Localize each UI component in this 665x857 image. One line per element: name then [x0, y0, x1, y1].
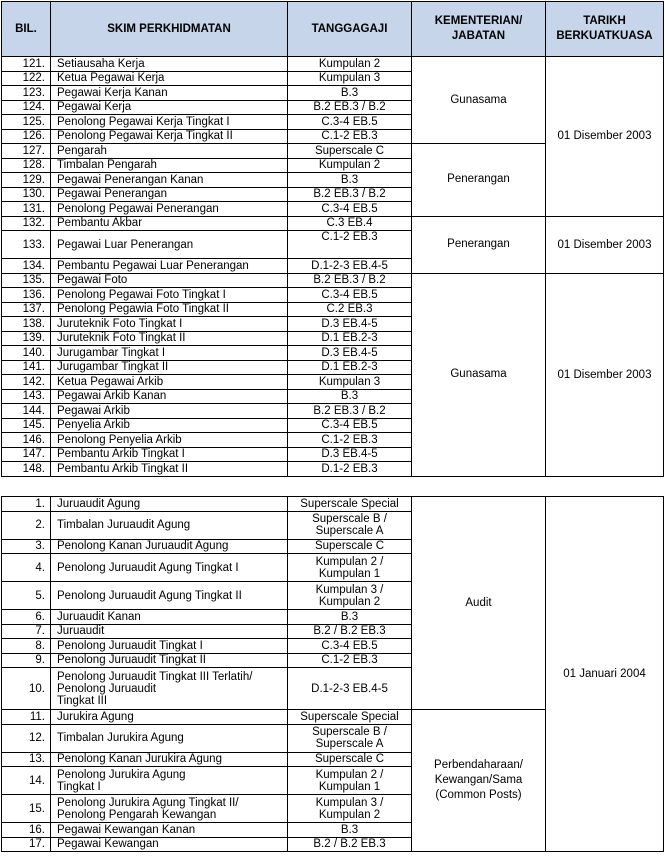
row-gaji: B.2 / B.2 EB.3	[288, 624, 412, 639]
row-gaji: B.3	[288, 610, 412, 625]
row-bil: 145.	[2, 418, 51, 433]
row-bil: 12.	[2, 724, 51, 752]
row-bil: 136.	[2, 288, 51, 303]
row-skim: Timbalan Jurukira Agung	[51, 724, 288, 752]
header-kementerian: KEMENTERIAN/ JABATAN	[412, 2, 546, 57]
row-bil: 127.	[2, 144, 51, 159]
table-row	[2, 216, 664, 231]
group-kementerian: Penerangan	[412, 144, 546, 217]
row-skim: Penolong Pegawai Penerangan	[51, 202, 288, 217]
row-gaji: B.3	[288, 823, 412, 838]
row-bil: 126.	[2, 129, 51, 144]
row-bil: 148.	[2, 462, 51, 477]
table-row	[2, 57, 664, 72]
row-skim: Pembantu Akbar	[51, 216, 288, 231]
row-skim: Penolong Pegawai Kerja Tingkat I	[51, 115, 288, 130]
table-row	[2, 497, 664, 512]
row-skim: Juruaudit	[51, 624, 288, 639]
row-skim: Penolong Juruaudit Agung Tingkat II	[51, 582, 288, 610]
row-gaji: D.1 EB.2-3	[288, 331, 412, 346]
row-gaji: Superscale C	[288, 539, 412, 554]
row-skim: Penyelia Arkib	[51, 418, 288, 433]
row-bil: 6.	[2, 610, 51, 625]
row-bil: 14.	[2, 767, 51, 795]
row-skim: Pembantu Arkib Tingkat II	[51, 462, 288, 477]
row-bil: 146.	[2, 433, 51, 448]
row-skim: Juruaudit Kanan	[51, 610, 288, 625]
row-skim: Penolong Kanan Jurukira Agung	[51, 752, 288, 767]
row-bil: 122.	[2, 71, 51, 86]
header-row	[2, 2, 664, 57]
row-skim: Penolong Jurukira Agung Tingkat II/ Penolong Pengarah Kewangan	[51, 795, 288, 823]
row-bil: 132.	[2, 216, 51, 231]
group-kementerian: Perbendaharaan/ Kewangan/Sama (Common Posts)	[412, 710, 546, 852]
row-skim: Timbalan Juruaudit Agung	[51, 511, 288, 539]
row-bil: 143.	[2, 389, 51, 404]
row-skim: Jurukira Agung	[51, 710, 288, 725]
row-gaji: C.3-4 EB.5	[288, 202, 412, 217]
row-skim: Pegawai Penerangan	[51, 187, 288, 202]
row-bil: 134.	[2, 259, 51, 274]
row-bil: 5.	[2, 582, 51, 610]
header-tanggagaji: TANGGAGAJI	[288, 2, 412, 57]
row-bil: 128.	[2, 158, 51, 173]
row-bil: 121.	[2, 57, 51, 72]
row-gaji: Kumpulan 2	[288, 57, 412, 72]
row-bil: 140.	[2, 346, 51, 361]
row-bil: 135.	[2, 273, 51, 288]
row-gaji: D.1-2-3 EB.4-5	[288, 668, 412, 710]
row-bil: 3.	[2, 539, 51, 554]
row-gaji: B.2 EB.3 / B.2	[288, 273, 412, 288]
skim-table-2	[1, 496, 664, 852]
group-tarikh: 01 Disember 2003	[546, 216, 664, 273]
row-skim: Penolong Juruaudit Agung Tingkat I	[51, 554, 288, 582]
row-bil: 144.	[2, 404, 51, 419]
row-gaji: Superscale C	[288, 752, 412, 767]
row-gaji: Superscale C	[288, 144, 412, 159]
row-gaji: C.2 EB.3	[288, 302, 412, 317]
row-bil: 125.	[2, 115, 51, 130]
row-skim: Timbalan Pengarah	[51, 158, 288, 173]
row-skim: Pegawai Kerja Kanan	[51, 86, 288, 101]
row-gaji: Superscale Special	[288, 497, 412, 512]
row-gaji: Superscale Special	[288, 710, 412, 725]
row-gaji: Superscale B / Superscale A	[288, 511, 412, 539]
group-tarikh: 01 Disember 2003	[546, 57, 664, 217]
row-skim: Penolong Juruaudit Tingkat III Terlatih/ Penolong Juruaudit Tingkat III	[51, 668, 288, 710]
header-tarikh: TARIKH BERKUATKUASA	[546, 2, 664, 57]
row-gaji: D.1-2-3 EB.4-5	[288, 259, 412, 274]
row-bil: 131.	[2, 202, 51, 217]
row-bil: 130.	[2, 187, 51, 202]
row-gaji: D.1-2 EB.3	[288, 462, 412, 477]
row-bil: 16.	[2, 823, 51, 838]
row-skim: Juruaudit Agung	[51, 497, 288, 512]
group-tarikh: 01 Disember 2003	[546, 273, 664, 476]
row-gaji: B.2 EB.3 / B.2	[288, 404, 412, 419]
row-bil: 139.	[2, 331, 51, 346]
group-tarikh: 01 Januari 2004	[546, 497, 664, 852]
row-bil: 138.	[2, 317, 51, 332]
row-skim: Jurugambar Tingkat II	[51, 360, 288, 375]
row-gaji: C.3 EB.4	[288, 216, 412, 231]
row-bil: 147.	[2, 447, 51, 462]
row-gaji: Kumpulan 2	[288, 158, 412, 173]
row-bil: 17.	[2, 837, 51, 852]
row-bil: 133.	[2, 231, 51, 259]
row-skim: Pengarah	[51, 144, 288, 159]
row-gaji: Kumpulan 3	[288, 375, 412, 390]
row-skim: Pegawai Kewangan	[51, 837, 288, 852]
row-bil: 129.	[2, 173, 51, 188]
row-skim: Penolong Pegawia Foto Tingkat II	[51, 302, 288, 317]
table-row	[2, 273, 664, 288]
row-gaji: B.3	[288, 173, 412, 188]
row-gaji: C.3-4 EB.5	[288, 639, 412, 654]
row-bil: 1.	[2, 497, 51, 512]
row-skim: Setiausaha Kerja	[51, 57, 288, 72]
row-bil: 123.	[2, 86, 51, 101]
row-gaji: D.1 EB.2-3	[288, 360, 412, 375]
row-gaji: Kumpulan 2 / Kumpulan 1	[288, 554, 412, 582]
row-bil: 124.	[2, 100, 51, 115]
row-skim: Ketua Pegawai Arkib	[51, 375, 288, 390]
row-gaji: Kumpulan 3 / Kumpulan 2	[288, 795, 412, 823]
row-skim: Penolong Juruaudit Tingkat I	[51, 639, 288, 654]
skim-table-1	[1, 1, 664, 477]
row-gaji: D.3 EB.4-5	[288, 317, 412, 332]
row-gaji: C.3-4 EB.5	[288, 115, 412, 130]
row-gaji: C.1-2 EB.3	[288, 129, 412, 144]
row-skim: Penolong Pegawai Foto Tingkat I	[51, 288, 288, 303]
row-bil: 10.	[2, 668, 51, 710]
row-gaji: Kumpulan 2 / Kumpulan 1	[288, 767, 412, 795]
row-skim: Penolong Juruaudit Tingkat II	[51, 653, 288, 668]
row-bil: 11.	[2, 710, 51, 725]
row-skim: Pegawai Arkib	[51, 404, 288, 419]
row-bil: 13.	[2, 752, 51, 767]
row-skim: Juruteknik Foto Tingkat II	[51, 331, 288, 346]
row-gaji: Kumpulan 3 / Kumpulan 2	[288, 582, 412, 610]
row-bil: 2.	[2, 511, 51, 539]
row-skim: Pegawai Kewangan Kanan	[51, 823, 288, 838]
row-gaji: D.3 EB.4-5	[288, 346, 412, 361]
row-gaji: B.2 / B.2 EB.3	[288, 837, 412, 852]
row-bil: 137.	[2, 302, 51, 317]
row-gaji: C.1-2 EB.3	[288, 231, 412, 259]
row-gaji: C.1-2 EB.3	[288, 653, 412, 668]
row-gaji: B.2 EB.3 / B.2	[288, 100, 412, 115]
group-kementerian: Gunasama	[412, 57, 546, 144]
header-skim: SKIM PERKHIDMATAN	[51, 2, 288, 57]
row-skim: Penolong Jurukira Agung Tingkat I	[51, 767, 288, 795]
row-gaji: C.1-2 EB.3	[288, 433, 412, 448]
row-gaji: D.3 EB.4-5	[288, 447, 412, 462]
row-gaji: Kumpulan 3	[288, 71, 412, 86]
row-skim: Pembantu Arkib Tingkat I	[51, 447, 288, 462]
group-kementerian: Gunasama	[412, 273, 546, 476]
row-skim: Pegawai Arkib Kanan	[51, 389, 288, 404]
row-gaji: B.3	[288, 389, 412, 404]
row-bil: 9.	[2, 653, 51, 668]
row-skim: Jurugambar Tingkat I	[51, 346, 288, 361]
row-gaji: B.2 EB.3 / B.2	[288, 187, 412, 202]
row-bil: 142.	[2, 375, 51, 390]
row-gaji: B.3	[288, 86, 412, 101]
row-skim: Pegawai Luar Penerangan	[51, 231, 288, 259]
row-skim: Penolong Pegawai Kerja Tingkat II	[51, 129, 288, 144]
row-bil: 7.	[2, 624, 51, 639]
row-skim: Pegawai Penerangan Kanan	[51, 173, 288, 188]
row-skim: Juruteknik Foto Tingkat I	[51, 317, 288, 332]
row-bil: 15.	[2, 795, 51, 823]
row-gaji: C.3-4 EB.5	[288, 418, 412, 433]
row-gaji: Superscale B / Superscale A	[288, 724, 412, 752]
row-skim: Penolong Kanan Juruaudit Agung	[51, 539, 288, 554]
group-kementerian: Audit	[412, 497, 546, 710]
row-skim: Pegawai Kerja	[51, 100, 288, 115]
row-skim: Pegawai Foto	[51, 273, 288, 288]
row-skim: Ketua Pegawai Kerja	[51, 71, 288, 86]
row-bil: 4.	[2, 554, 51, 582]
row-skim: Pembantu Pegawai Luar Penerangan	[51, 259, 288, 274]
row-gaji: C.3-4 EB.5	[288, 288, 412, 303]
row-bil: 141.	[2, 360, 51, 375]
header-bil: BIL.	[2, 2, 51, 57]
row-skim: Penolong Penyelia Arkib	[51, 433, 288, 448]
row-bil: 8.	[2, 639, 51, 654]
group-kementerian: Penerangan	[412, 216, 546, 273]
